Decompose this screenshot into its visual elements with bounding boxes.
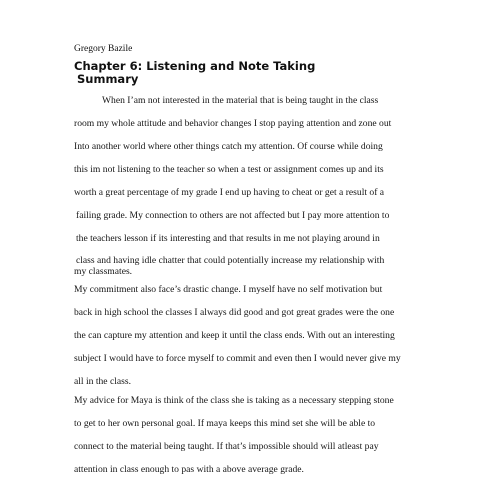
body-line-9: my classmates. bbox=[74, 266, 133, 277]
body-line-18: attention in class enough to pas with a above average grade. bbox=[74, 464, 304, 475]
body-line-13: subject I would have to force myself to commit and even then I would never give my bbox=[74, 353, 401, 364]
body-line-1: When I’am not interested in the material that is being taught in the class bbox=[102, 95, 379, 106]
body-line-11: back in high school the classes I always did good and got great grades were the one bbox=[74, 307, 395, 318]
author-name: Gregory Bazile bbox=[74, 44, 133, 54]
chapter-title-line-2: Summary bbox=[77, 71, 139, 86]
body-line-17: connect to the material being taught. If that’s impossible should will atleast pay bbox=[74, 441, 379, 452]
body-line-14: all in the class. bbox=[74, 376, 132, 387]
body-line-4: this im not listening to the teacher so when a test or assignment comes up and its bbox=[74, 164, 384, 175]
body-line-10: My commitment also face’s drastic change. I myself have no self motivation but bbox=[74, 284, 383, 295]
body-line-2: room my whole attitude and behavior changes I stop paying attention and zone out bbox=[74, 118, 392, 129]
chapter-title-line-1: Chapter 6: Listening and Note Taking bbox=[74, 59, 316, 73]
body-line-16: to get to her own personal goal. If maya keeps this mind set she will be able to bbox=[74, 418, 376, 429]
chapter-title bbox=[74, 60, 315, 85]
body-line-3: Into another world where other things catch my attention. Of course while doing bbox=[74, 141, 383, 152]
body-line-15: My advice for Maya is think of the class she is taking as a necessary stepping stone bbox=[74, 395, 394, 406]
body-line-6: failing grade. My connection to others are not affected but I pay more attention to bbox=[76, 210, 390, 221]
body-line-5: worth a great percentage of my grade I end up having to cheat or get a result of a bbox=[74, 187, 385, 198]
body-line-12: the can capture my attention and keep it until the class ends. With out an interesting bbox=[74, 330, 395, 341]
body-line-7: the teachers lesson if its interesting and that results in me not playing around in bbox=[76, 233, 380, 244]
body-line-8: class and having idle chatter that could potentially increase my relationship with bbox=[76, 255, 385, 266]
